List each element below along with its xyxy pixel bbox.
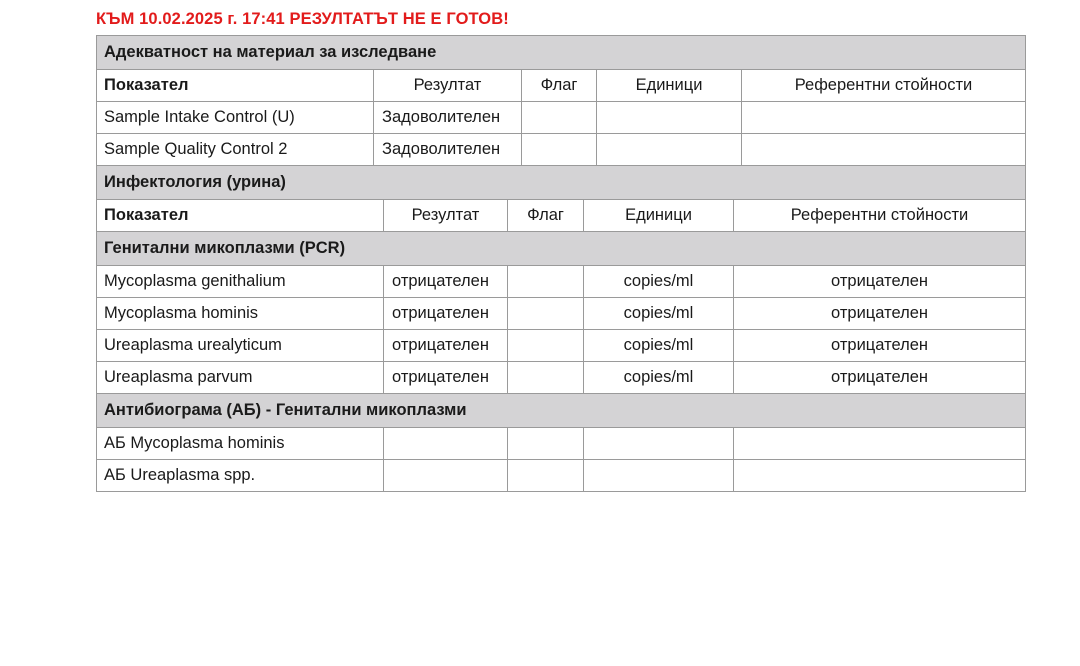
result-value: отрицателен <box>384 329 508 361</box>
table-row <box>97 134 1026 166</box>
reference-value: отрицателен <box>734 265 1026 297</box>
result-value: Задоволителен <box>374 102 522 134</box>
indicator-name: Sample Intake Control (U) <box>97 102 374 134</box>
table-row <box>97 459 1026 491</box>
column-header-indicator: Показател <box>97 70 374 102</box>
flag-value <box>508 329 584 361</box>
indicator-name: Ureaplasma urealyticum <box>97 329 384 361</box>
result-value <box>384 459 508 491</box>
reference-value <box>734 459 1026 491</box>
report-status-title: КЪМ 10.02.2025 г. 17:41 РЕЗУЛТАТЪТ НЕ Е ГОТОВ! <box>96 10 509 28</box>
reference-value <box>742 102 1026 134</box>
results-report <box>96 35 1025 492</box>
column-header-flag: Флаг <box>522 70 597 102</box>
column-header-units: Единици <box>584 199 734 231</box>
flag-value <box>508 361 584 393</box>
table-row <box>97 427 1026 459</box>
reference-value: отрицателен <box>734 297 1026 329</box>
reference-value: отрицателен <box>734 329 1026 361</box>
column-header-flag: Флаг <box>508 199 584 231</box>
table-row <box>97 361 1026 393</box>
result-value <box>384 427 508 459</box>
table-row <box>97 265 1026 297</box>
subsection-title-mycoplasma-pcr: Генитални микоплазми (PCR) <box>97 231 1026 265</box>
section-title-infectology: Инфектология (урина) <box>97 165 1026 199</box>
result-value: отрицателен <box>384 297 508 329</box>
column-header-row <box>97 70 1026 102</box>
units-value <box>584 427 734 459</box>
column-header-indicator: Показател <box>97 199 384 231</box>
material-adequacy-table <box>96 35 1026 166</box>
column-header-row <box>97 199 1026 231</box>
indicator-name: АБ Mycoplasma hominis <box>97 427 384 459</box>
column-header-result: Резултат <box>384 199 508 231</box>
subsection-header-row <box>97 231 1026 265</box>
reference-value: отрицателен <box>734 361 1026 393</box>
units-value: copies/ml <box>584 361 734 393</box>
indicator-name: Ureaplasma parvum <box>97 361 384 393</box>
units-value <box>584 459 734 491</box>
section-header-row <box>97 165 1026 199</box>
column-header-reference: Референтни стойности <box>734 199 1026 231</box>
section-title-antibiogram: Антибиограма (АБ) - Генитални микоплазми <box>97 393 1026 427</box>
units-value: copies/ml <box>584 297 734 329</box>
units-value <box>597 134 742 166</box>
column-header-reference: Референтни стойности <box>742 70 1026 102</box>
flag-value <box>508 427 584 459</box>
indicator-name: Mycoplasma hominis <box>97 297 384 329</box>
column-header-result: Резултат <box>374 70 522 102</box>
section-header-row <box>97 393 1026 427</box>
result-value: отрицателен <box>384 265 508 297</box>
result-value: Задоволителен <box>374 134 522 166</box>
table-row <box>97 102 1026 134</box>
flag-value <box>522 134 597 166</box>
table-row <box>97 329 1026 361</box>
reference-value <box>742 134 1026 166</box>
units-value: copies/ml <box>584 265 734 297</box>
column-header-units: Единици <box>597 70 742 102</box>
flag-value <box>522 102 597 134</box>
reference-value <box>734 427 1026 459</box>
flag-value <box>508 297 584 329</box>
flag-value <box>508 459 584 491</box>
indicator-name: Sample Quality Control 2 <box>97 134 374 166</box>
result-value: отрицателен <box>384 361 508 393</box>
section-header-row <box>97 36 1026 70</box>
section-title-material: Адекватност на материал за изследване <box>97 36 1026 70</box>
indicator-name: Mycoplasma genithalium <box>97 265 384 297</box>
units-value <box>597 102 742 134</box>
table-row <box>97 297 1026 329</box>
infectology-table <box>96 165 1026 492</box>
flag-value <box>508 265 584 297</box>
indicator-name: АБ Ureaplasma spp. <box>97 459 384 491</box>
units-value: copies/ml <box>584 329 734 361</box>
